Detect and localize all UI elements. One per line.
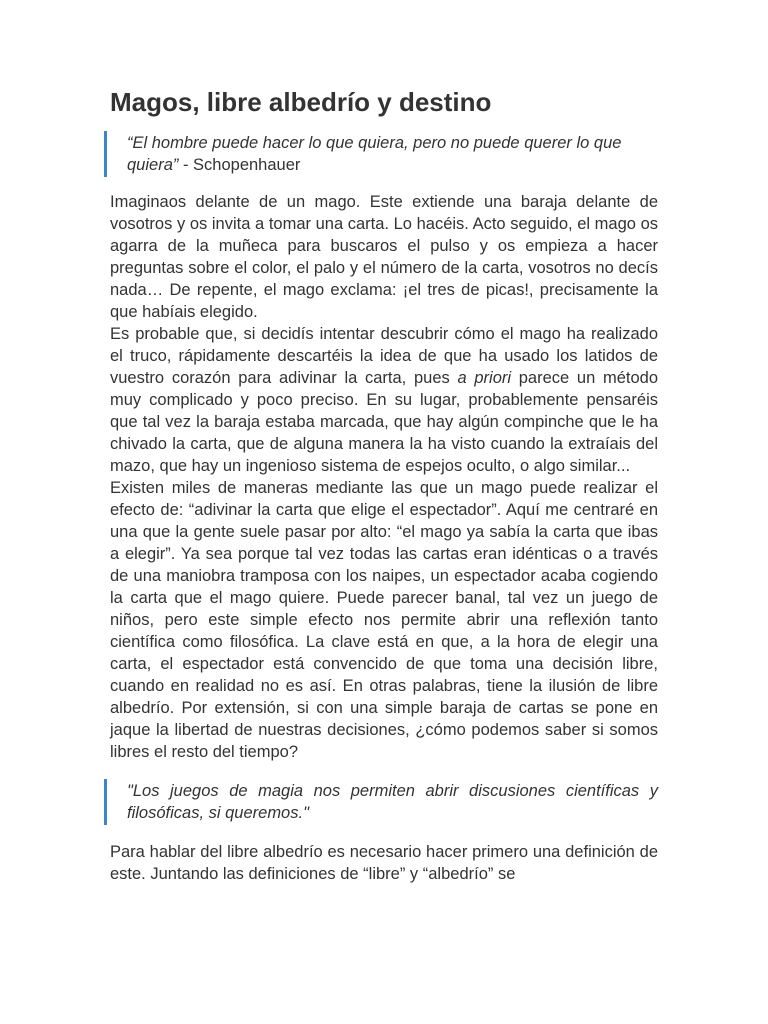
paragraph-1: Imaginaos delante de un mago. Este extiende una baraja delante de vosotros y os invita a tomar una carta. Lo hacéis. Acto seguido, el mago os agarra de la muñeca para buscaros el pulso y os empieza a hacer preguntas sobre el color, el palo y el número de la carta, vosotros no decís nada… De repente, el mago exclama: ¡el tres de picas!, precisamente la que habíais elegido.	[110, 193, 658, 321]
paragraph-4: Para hablar del libre albedrío es necesario hacer primero una definición de este. Juntando las definiciones de “libre” y “albedrío” se	[110, 843, 658, 883]
paragraph-2-emphasis: a priori	[457, 369, 512, 387]
paragraph-3: Existen miles de maneras mediante las que un mago puede realizar el efecto de: “adivinar la carta que elige el espectador”. Aquí me centraré en una que la gente suele pasar por alto: “el mago ya sabía la carta que ibas a elegir”. Ya sea porque tal vez todas las cartas eran idénticas o a través de una maniobra tramposa con los naipes, un espectador acaba cogiendo la carta que el mago quiere. Puede parecer banal, tal vez un juego de niños, pero este simple efecto nos permite abrir una reflexión tanto científica como filosófica. La clave está en que, a la hora de elegir una carta, el espectador está convencido de que toma una decisión libre, cuando en realidad no es así. En otras palabras, tiene la ilusión de libre albedrío. Por extensión, si con una simple baraja de cartas se pone en jaque la libertad de nuestras decisiones, ¿cómo podemos saber si somos libres el resto del tiempo?	[110, 479, 658, 761]
paragraph-2	[110, 323, 658, 477]
pull-quote: "Los juegos de magia nos permiten abrir discusiones científicas y filosóficas, si queremos."	[104, 779, 658, 825]
article-title: Magos, libre albedrío y destino	[110, 87, 492, 117]
article	[110, 85, 658, 885]
paragraph-2-before: Es probable que, si decidís intentar descubrir cómo el mago ha realizado el truco, rápidamente descartéis la idea de que ha usado los latidos de vuestro corazón para adivinar la carta, pues	[110, 325, 658, 387]
epigraph-separator: -	[178, 156, 194, 174]
epigraph-author: Schopenhauer	[193, 156, 301, 174]
epigraph-quote	[104, 131, 658, 177]
paragraph-2-after: parece un método muy complicado y poco preciso. En su lugar, probablemente pensaréis que tal vez la baraja estaba marcada, que hay algún compinche que le ha chivado la carta, que de alguna manera la ha visto cuando la extraíais del mazo, que hay un ingenioso sistema de espejos oculto, o algo similar...	[110, 369, 658, 475]
epigraph-text: “El hombre puede hacer lo que quiera, pero no puede querer lo que quiera”	[127, 134, 622, 174]
